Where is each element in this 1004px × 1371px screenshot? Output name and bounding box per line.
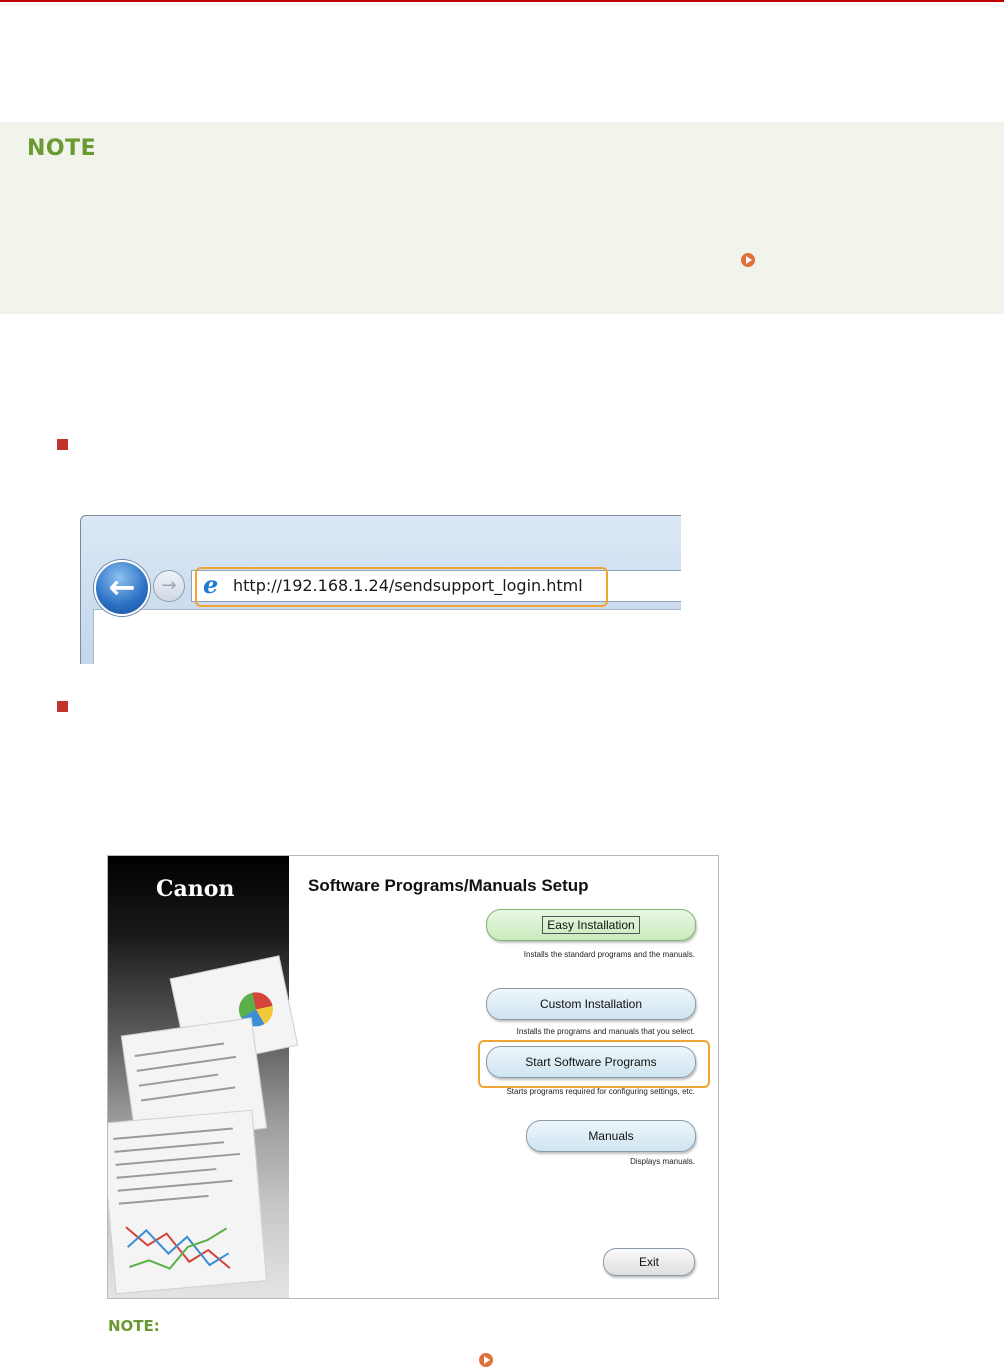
forward-arrow-icon: → <box>161 575 177 596</box>
easy-installation-button[interactable] <box>486 909 696 941</box>
exit-label: Exit <box>638 1255 659 1269</box>
section-bullet-icon <box>57 439 68 450</box>
easy-installation-description: Installs the standard programs and the manuals. <box>523 950 695 959</box>
back-arrow-icon: ← <box>108 568 136 606</box>
note-box <box>0 122 1004 314</box>
custom-installation-description: Installs the programs and manuals that you select. <box>516 1027 695 1036</box>
installer-window <box>107 855 719 1299</box>
manuals-button[interactable] <box>526 1120 696 1152</box>
decorative-line-chart-icon <box>120 1207 246 1287</box>
back-button[interactable] <box>94 560 150 616</box>
top-rule <box>0 0 1004 2</box>
forward-button[interactable] <box>153 570 185 602</box>
canon-logo: Canon <box>156 876 235 902</box>
section-bullet-icon <box>57 701 68 712</box>
start-software-programs-description: Starts programs required for configuring settings, etc. <box>506 1087 695 1096</box>
easy-installation-label: Easy Installation <box>542 916 639 934</box>
address-url[interactable]: http://192.168.1.24/sendsupport_login.html <box>233 576 583 595</box>
decorative-paper <box>107 1110 267 1295</box>
link-arrow-icon[interactable] <box>479 1353 493 1367</box>
custom-installation-button[interactable] <box>486 988 696 1020</box>
link-arrow-icon[interactable] <box>741 253 755 267</box>
note-title: NOTE <box>27 136 97 161</box>
browser-page-area <box>93 609 681 664</box>
custom-installation-label: Custom Installation <box>539 997 643 1011</box>
exit-button[interactable] <box>603 1248 695 1276</box>
installer-title: Software Programs/Manuals Setup <box>308 876 589 895</box>
start-software-programs-button[interactable] <box>486 1046 696 1078</box>
start-software-programs-label: Start Software Programs <box>525 1055 657 1069</box>
manuals-label: Manuals <box>588 1129 634 1143</box>
manuals-description: Displays manuals. <box>630 1157 695 1166</box>
installer-side-panel <box>108 856 289 1298</box>
internet-explorer-icon: e <box>203 570 219 599</box>
note2-title: NOTE: <box>108 1317 160 1335</box>
browser-screenshot <box>80 515 681 664</box>
